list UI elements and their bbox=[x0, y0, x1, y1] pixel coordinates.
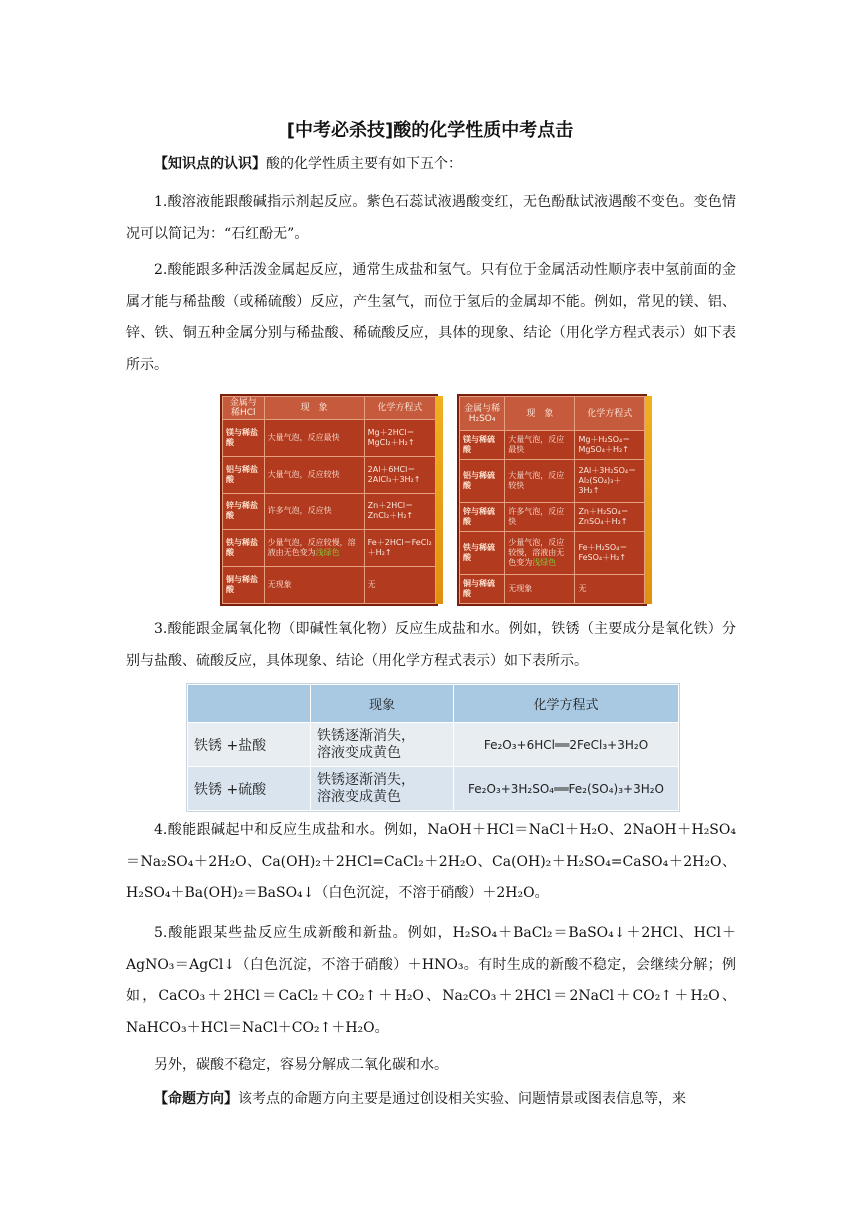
table-row bbox=[460, 532, 645, 574]
phenomenon-cell bbox=[311, 723, 454, 767]
phenomenon-line-1: 铁锈逐渐消失， bbox=[317, 771, 415, 788]
metal-cell: 锌与稀盐酸 bbox=[223, 493, 265, 530]
phenomenon-cell: 大量气泡，反应最快 bbox=[264, 420, 364, 457]
equation-cell: Fe₂O₃+3H₂SO₄══Fe₂(SO₄)₃+3H₂O bbox=[454, 767, 679, 811]
page-title: [中考必杀技]酸的化学性质中考点击 bbox=[286, 120, 574, 141]
equation-cell: Zn＋2HCl＝ZnCl₂＋H₂↑ bbox=[364, 493, 435, 530]
direction-label: 【命题方向】 bbox=[154, 1091, 238, 1107]
rust-header-blank bbox=[188, 685, 311, 723]
metal-hcl-table bbox=[220, 394, 438, 606]
h2so4-header-metal: 金属与稀H₂SO₄ bbox=[460, 397, 505, 431]
equation-cell: Mg＋2HCl＝MgCl₂＋H₂↑ bbox=[364, 420, 435, 457]
phenomenon-cell: 大量气泡，反应较快 bbox=[264, 456, 364, 493]
metal-h2so4-table bbox=[457, 394, 647, 606]
metal-cell: 铝与稀盐酸 bbox=[223, 456, 265, 493]
equation-cell: Fe₂O₃+6HCl══2FeCl₃+3H₂O bbox=[454, 723, 679, 767]
reactants-cell: 铁锈 +硫酸 bbox=[188, 767, 311, 811]
h2so4-header-equation: 化学方程式 bbox=[575, 397, 645, 431]
metal-cell: 铜与稀盐酸 bbox=[223, 567, 265, 604]
rust-header-equation: 化学方程式 bbox=[454, 685, 679, 723]
table-row bbox=[188, 723, 679, 767]
highlight-text: 浅绿色 bbox=[315, 548, 340, 558]
table-row bbox=[223, 567, 436, 604]
phenomenon-line-1: 铁锈逐渐消失， bbox=[317, 727, 415, 744]
phenomenon-cell: 许多气泡，反应快 bbox=[264, 493, 364, 530]
paragraph-2: 2.酸能跟多种活泼金属起反应，通常生成盐和氢气。只有位于金属活动性顺序表中氢前面的金属才能与稀盐酸（或稀硫酸）反应，产生氢气，而位于氢后的金属却不能。例如，常见的镁、铝、锌、铁、铜五种金属分别与稀盐酸、稀硫酸反应，具体的现象、结论（用化学方程式表示）如下表所示。 bbox=[126, 262, 736, 373]
phenomenon-line-2: 溶液变成黄色 bbox=[317, 744, 401, 761]
metal-cell: 铝与稀硫酸 bbox=[460, 460, 505, 502]
metal-cell: 锌与稀硫酸 bbox=[460, 502, 505, 531]
phenomenon-cell bbox=[264, 530, 364, 567]
equation-cell: Zn＋H₂SO₄＝ZnSO₄＋H₂↑ bbox=[575, 502, 645, 531]
equation-cell: 无 bbox=[575, 574, 645, 604]
paragraph-6: 另外，碳酸不稳定，容易分解成二氧化碳和水。 bbox=[154, 1057, 448, 1073]
table-row bbox=[188, 767, 679, 811]
reactants-cell: 铁锈 +盐酸 bbox=[188, 723, 311, 767]
equation-cell: Fe＋2HCl＝FeCl₂＋H₂↑ bbox=[364, 530, 435, 567]
rust-reaction-table bbox=[186, 683, 680, 812]
paragraph-4: 4.酸能跟碱起中和反应生成盐和水。例如，NaOH＋HCl＝NaCl＋H₂O、2NaOH＋H₂SO₄＝Na₂SO₄＋2H₂O、Ca(OH)₂＋2HCl=CaCl₂＋2H₂O、Ca(OH)₂＋H₂SO₄=CaSO₄＋2H₂O、H₂SO₄＋Ba(OH)₂＝BaSO₄↓（白色沉淀，不溶于硝酸）＋2H₂O。 bbox=[126, 822, 736, 901]
intro-paragraph bbox=[126, 149, 736, 181]
hcl-header-phenomenon: 现 象 bbox=[264, 397, 364, 420]
intro-label: 【知识点的认识】 bbox=[154, 156, 266, 172]
table-row bbox=[460, 431, 645, 460]
table-row bbox=[460, 502, 645, 531]
table-row bbox=[460, 574, 645, 604]
phenomenon-cell bbox=[311, 767, 454, 811]
table-row bbox=[223, 456, 436, 493]
metal-cell: 镁与稀硫酸 bbox=[460, 431, 505, 460]
paragraph-5: 5.酸能跟某些盐反应生成新酸和新盐。例如，H₂SO₄＋BaCl₂＝BaSO₄↓＋2HCl、HCl＋AgNO₃＝AgCl↓（白色沉淀，不溶于硝酸）＋HNO₃。有时生成的新酸不稳定，会继续分解；例如，CaCO₃＋2HCl＝CaCl₂＋CO₂↑＋H₂O、Na₂CO₃＋2HCl＝2NaCl＋CO₂↑＋H₂O、NaHCO₃＋HCl＝NaCl＋CO₂↑＋H₂O。 bbox=[126, 925, 736, 1036]
hcl-header-equation: 化学方程式 bbox=[364, 397, 435, 420]
equation-cell: 2Al＋3H₂SO₄＝Al₂(SO₄)₃＋3H₂↑ bbox=[575, 460, 645, 502]
phenomenon-text: 少量气泡，反应较慢，溶液由无色变为 bbox=[267, 538, 356, 558]
metal-cell: 铁与稀硫酸 bbox=[460, 532, 505, 574]
h2so4-header-phenomenon: 现 象 bbox=[505, 397, 575, 431]
direction-text: 该考点的命题方向主要是通过创设相关实验、问题情景或图表信息等，来 bbox=[238, 1091, 686, 1107]
table-row bbox=[223, 420, 436, 457]
paragraph-1: 1.酸溶液能跟酸碱指示剂起反应。紫色石蕊试液遇酸变红，无色酚酞试液遇酸不变色。变色情况可以简记为：“石红酚无”。 bbox=[126, 194, 736, 242]
table-row bbox=[223, 530, 436, 567]
phenomenon-cell: 大量气泡，反应较快 bbox=[505, 460, 575, 502]
metal-cell: 铁与稀盐酸 bbox=[223, 530, 265, 567]
phenomenon-cell bbox=[505, 532, 575, 574]
phenomenon-line-2: 溶液变成黄色 bbox=[317, 788, 401, 805]
equation-cell: Mg＋H₂SO₄＝MgSO₄＋H₂↑ bbox=[575, 431, 645, 460]
hcl-header-metal: 金属与稀HCl bbox=[223, 397, 265, 420]
paragraph-3: 3.酸能跟金属氧化物（即碱性氧化物）反应生成盐和水。例如，铁锈（主要成分是氧化铁）分别与盐酸、硫酸反应，具体现象、结论（用化学方程式表示）如下表所示。 bbox=[126, 621, 736, 669]
metal-cell: 铜与稀硫酸 bbox=[460, 574, 505, 604]
phenomenon-text: 少量气泡，反应较慢，溶液由无色变为 bbox=[508, 537, 565, 567]
equation-cell: 无 bbox=[364, 567, 435, 604]
phenomenon-cell: 大量气泡，反应最快 bbox=[505, 431, 575, 460]
table-row bbox=[223, 493, 436, 530]
table-row bbox=[460, 460, 645, 502]
highlight-text: 浅绿色 bbox=[532, 557, 557, 567]
phenomenon-cell: 许多气泡，反应快 bbox=[505, 502, 575, 531]
rust-header-phenomenon: 现象 bbox=[311, 685, 454, 723]
equation-cell: Fe＋H₂SO₄＝FeSO₄＋H₂↑ bbox=[575, 532, 645, 574]
phenomenon-cell: 无现象 bbox=[505, 574, 575, 604]
metal-cell: 镁与稀盐酸 bbox=[223, 420, 265, 457]
equation-cell: 2Al＋6HCl＝2AlCl₃＋3H₂↑ bbox=[364, 456, 435, 493]
intro-text: 酸的化学性质主要有如下五个： bbox=[266, 156, 462, 172]
direction-paragraph bbox=[126, 1084, 736, 1116]
phenomenon-cell: 无现象 bbox=[264, 567, 364, 604]
